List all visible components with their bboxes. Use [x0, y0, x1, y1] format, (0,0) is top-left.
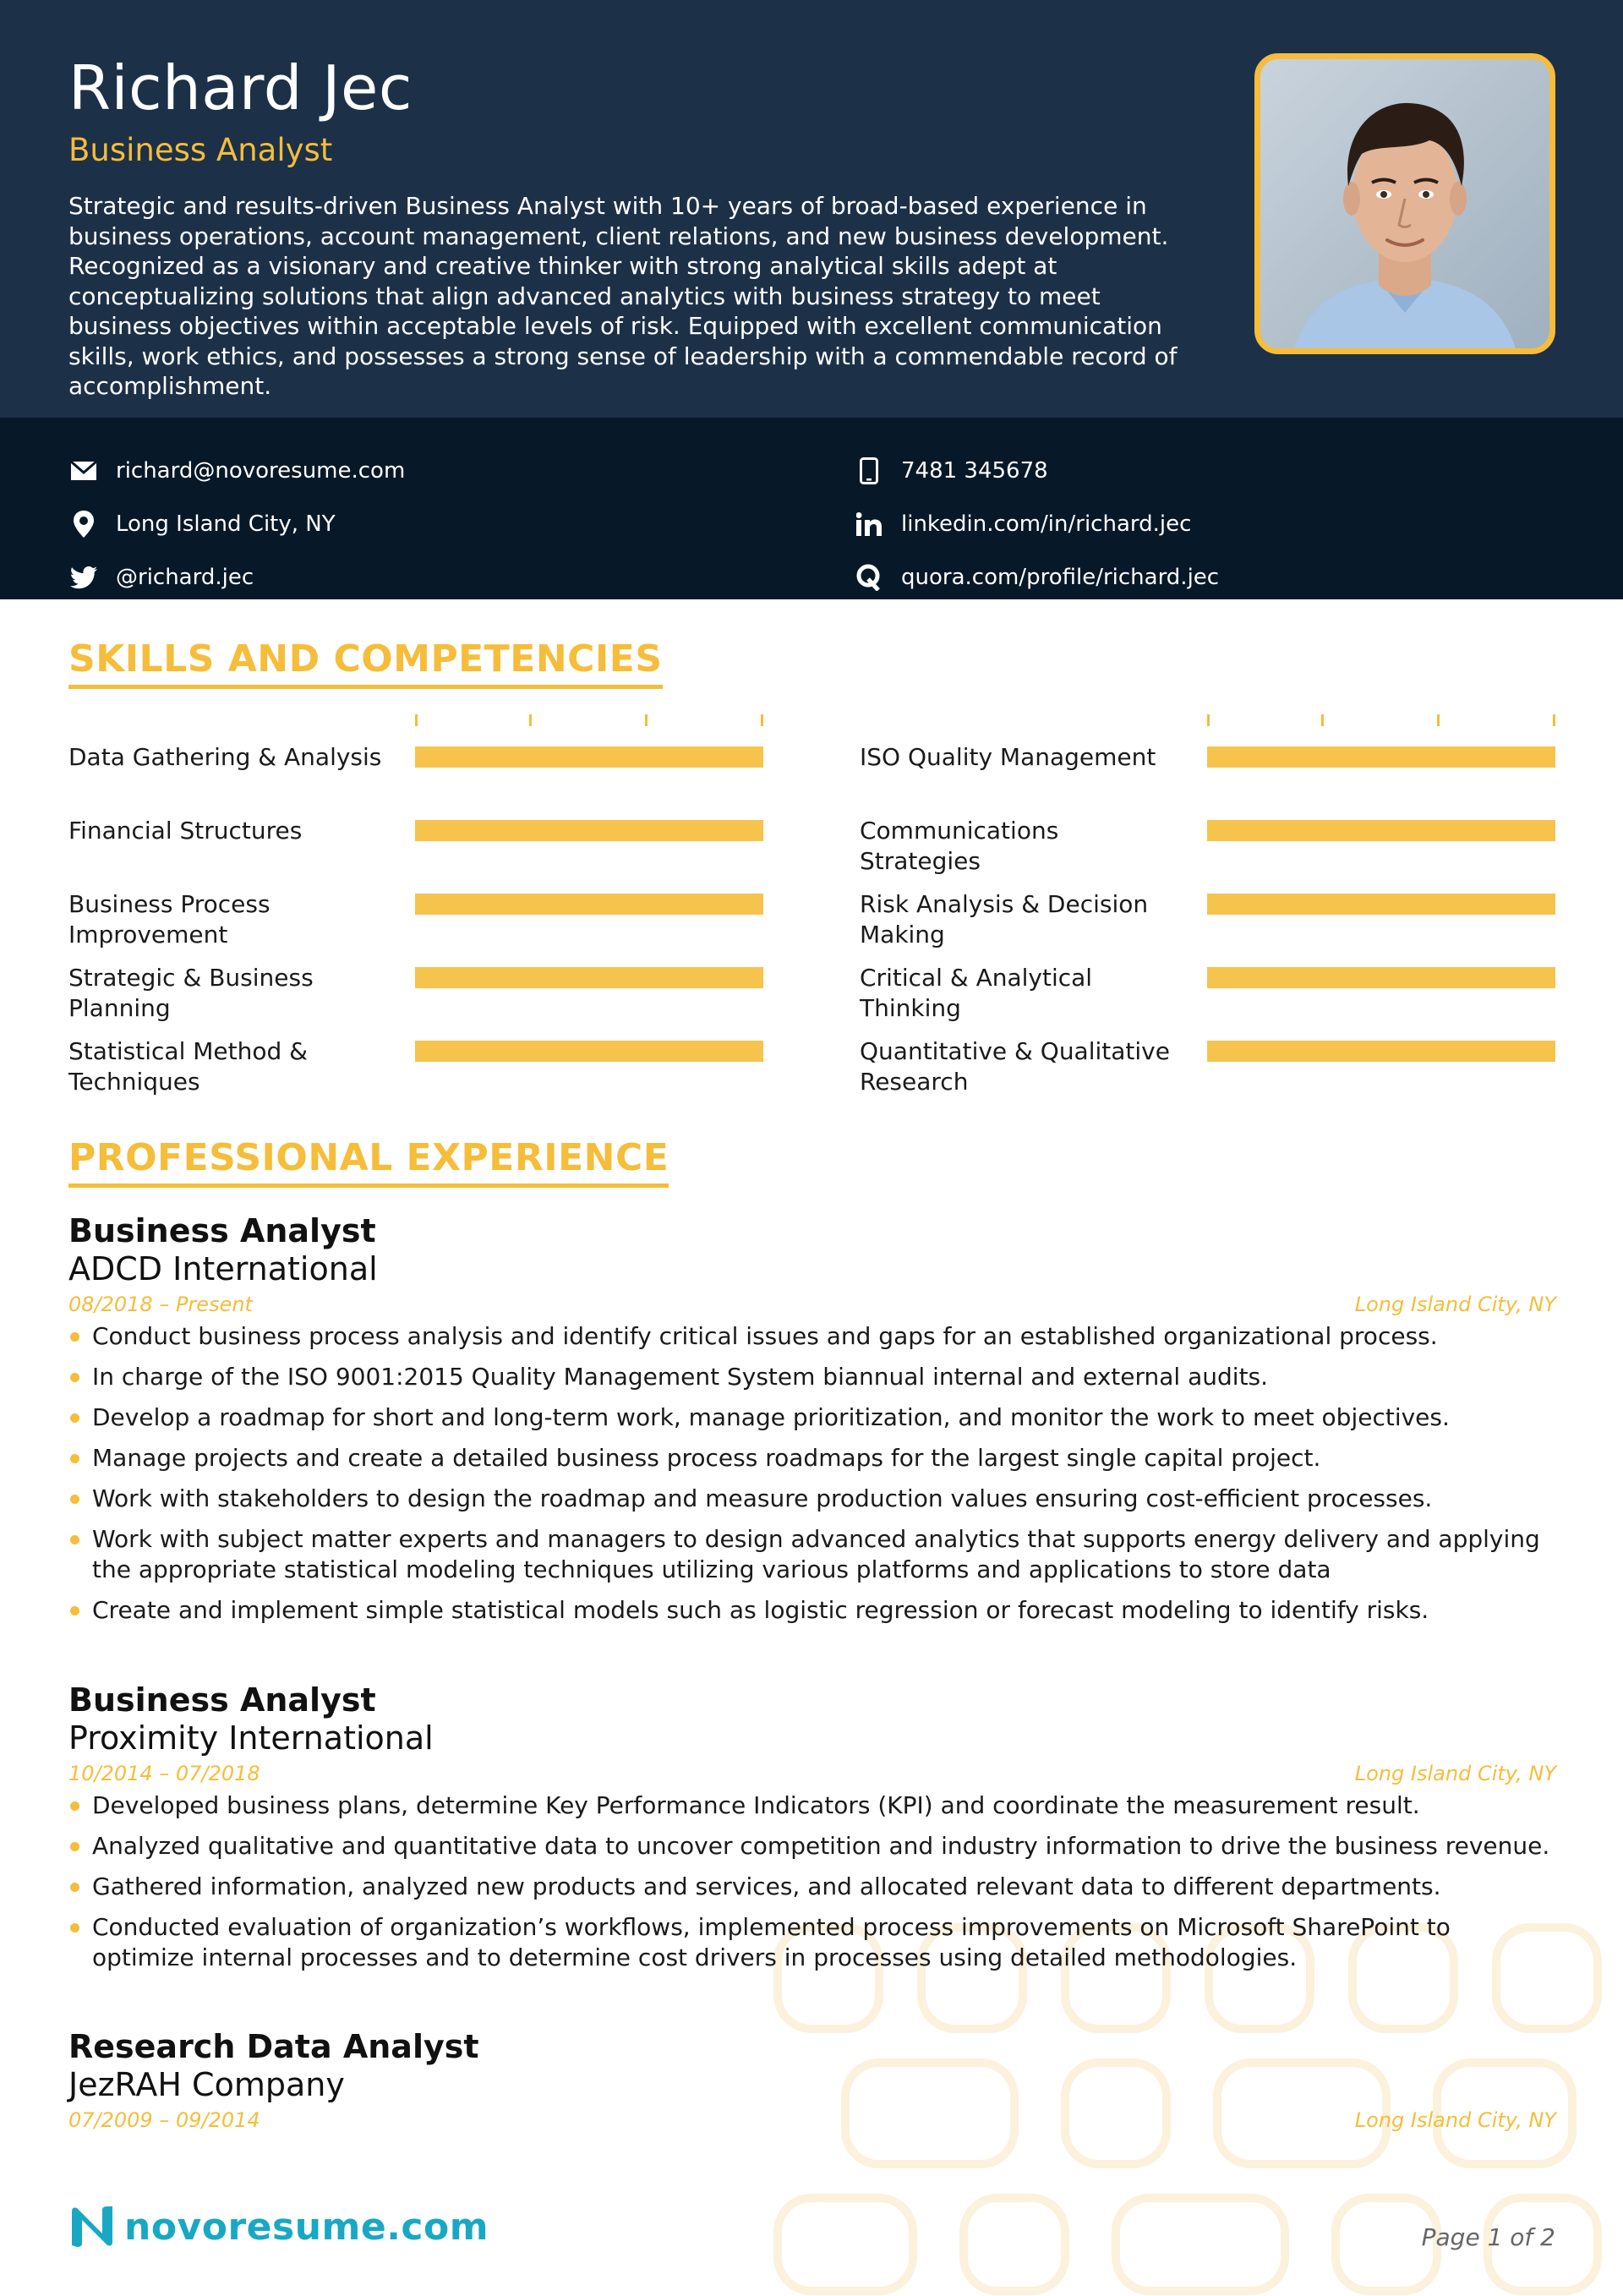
location-text: Long Island City, NY [116, 511, 336, 537]
experience-entry [68, 1211, 1556, 1636]
achievement-text: Manage projects and create a detailed business process roadmaps for the largest single capital project. [92, 1444, 1321, 1472]
bullet-dot-icon [70, 1842, 79, 1851]
skill-bar [415, 820, 763, 841]
bullet-dot-icon [70, 1454, 79, 1463]
linkedin-icon [854, 509, 884, 539]
skill-label: Quantitative & Qualitative Research [860, 1037, 1170, 1096]
skills-scale-left [415, 714, 763, 726]
contact-quora[interactable] [854, 562, 1219, 593]
achievement-text: Work with subject matter experts and managers to design advanced analytics that supports energy delivery and applying the appropriate statistical modeling techniques utilizing various platforms and applications to store data [92, 1525, 1540, 1583]
company-name: JezRAH Company [68, 2066, 345, 2103]
job-dates: 07/2009 – 09/2014 [68, 2108, 260, 2132]
achievement-item [68, 1831, 1556, 1861]
skill-bar [1207, 1041, 1555, 1062]
email-text: richard@novoresume.com [116, 458, 406, 484]
candidate-name: Richard Jec [68, 52, 413, 123]
achievement-text: In charge of the ISO 9001:2015 Quality Management System biannual internal and external audits. [92, 1363, 1269, 1391]
candidate-title: Business Analyst [68, 132, 333, 168]
job-dates: 10/2014 – 07/2018 [68, 1762, 260, 1785]
skill-level [1207, 746, 1555, 768]
skill-label: Critical & Analytical Thinking [860, 964, 1093, 1022]
portrait-image [1260, 59, 1549, 348]
page-number: Page 1 of 2 [1421, 2223, 1555, 2251]
job-title: Research Data Analyst [68, 2028, 479, 2065]
bullet-dot-icon [70, 1413, 79, 1423]
skill-bar [1207, 967, 1555, 988]
achievement-text: Develop a roadmap for short and long-term work, manage prioritization, and monitor the work to meet objectives. [92, 1403, 1450, 1431]
skill-level [1207, 894, 1555, 915]
company-name: ADCD International [68, 1250, 378, 1287]
skills-heading: SKILLS AND COMPETENCIES [68, 639, 663, 689]
skill-label: Risk Analysis & Decision Making [860, 890, 1149, 948]
contact-twitter[interactable] [68, 562, 254, 593]
logo-text: novoresume.com [124, 2205, 489, 2249]
bullet-dot-icon [70, 1606, 79, 1615]
bullet-dot-icon [70, 1373, 79, 1382]
profile-summary: Strategic and results-driven Business Analyst with 10+ years of broad-based experience in business operations, account management, client relations, and new business development. Recognized as a visionary and creative thinker with strong analytical skills adept at conceptualizing solutions that align advanced analytics with business strategy to meet business objectives within acceptable levels of risk. Equipped with excellent communication skills, work ethics, and possesses a strong sense of leadership with a commendable record of accomplishment. [68, 192, 1178, 400]
achievement-text: Create and implement simple statistical models such as logistic regression or forecast modeling to identify risks. [92, 1595, 1429, 1624]
skill-label: ISO Quality Management [860, 743, 1156, 771]
skill-bar [1207, 746, 1555, 768]
skill-level [415, 746, 763, 768]
skill-label: Financial Structures [68, 817, 303, 845]
skill-bar [1207, 820, 1555, 841]
skill-bar [415, 746, 763, 768]
achievement-text: Developed business plans, determine Key Performance Indicators (KPI) and coordinate the measurement result. [92, 1791, 1420, 1819]
skill-label: Statistical Method & Techniques [68, 1037, 308, 1096]
achievement-item [68, 1912, 1556, 1972]
skill-level [1207, 820, 1555, 841]
experience-heading: PROFESSIONAL EXPERIENCE [68, 1138, 669, 1188]
skill-label: Data Gathering & Analysis [68, 743, 382, 771]
achievement-item [68, 1524, 1556, 1584]
achievement-list [68, 1321, 1556, 1625]
profile-photo [1254, 53, 1555, 354]
contact-location [68, 509, 336, 539]
job-meta [68, 1758, 1556, 1790]
achievement-text: Conduct business process analysis and identify critical issues and gaps for an established organizational process. [92, 1322, 1438, 1350]
brand-logo[interactable] [68, 2205, 489, 2249]
bullet-dot-icon [70, 1495, 79, 1504]
phone-icon [854, 456, 884, 486]
map-pin-icon [68, 509, 99, 539]
achievement-item [68, 1595, 1556, 1626]
achievement-text: Work with stakeholders to design the roadmap and measure production values ensuring cost-efficient processes. [92, 1484, 1433, 1512]
contact-phone[interactable] [854, 456, 1048, 486]
bullet-dot-icon [70, 1332, 79, 1342]
job-meta [68, 2105, 1556, 2137]
job-title: Business Analyst [68, 1212, 376, 1249]
bullet-dot-icon [70, 1923, 79, 1932]
novoresume-logo-icon [68, 2205, 116, 2249]
skill-level [1207, 1041, 1555, 1062]
skill-level [415, 1041, 763, 1062]
job-dates: 08/2018 – Present [68, 1293, 253, 1316]
company-name: Proximity International [68, 1719, 434, 1757]
achievement-text: Analyzed qualitative and quantitative data to uncover competition and industry information to drive the business revenue. [92, 1832, 1550, 1860]
skill-bar [1207, 894, 1555, 915]
achievement-item [68, 1484, 1556, 1514]
twitter-icon [68, 562, 99, 593]
phone-text: 7481 345678 [901, 458, 1048, 484]
skill-label: Business Process Improvement [68, 890, 270, 948]
job-location: Long Island City, NY [1354, 2108, 1556, 2132]
quora-icon [854, 562, 884, 593]
quora-text: quora.com/profile/richard.jec [901, 565, 1220, 590]
envelope-icon [68, 456, 99, 486]
achievement-text: Gathered information, analyzed new products and services, and allocated relevant data to different departments. [92, 1872, 1441, 1900]
experience-entry [68, 1681, 1556, 1983]
skill-bar [415, 894, 763, 915]
job-location: Long Island City, NY [1354, 1762, 1556, 1785]
achievement-item [68, 1321, 1556, 1352]
contact-bar [0, 418, 1623, 599]
achievement-list [68, 1790, 1556, 1972]
skill-label: Communications Strategies [860, 817, 1059, 875]
job-meta [68, 1289, 1556, 1321]
contact-linkedin[interactable] [854, 509, 1191, 539]
resume-header [0, 0, 1623, 418]
achievement-item [68, 1362, 1556, 1392]
skill-level [415, 967, 763, 988]
skill-bar [415, 1041, 763, 1062]
bullet-dot-icon [70, 1801, 79, 1811]
achievement-item [68, 1790, 1556, 1821]
job-title: Business Analyst [68, 1681, 376, 1719]
bullet-dot-icon [70, 1883, 79, 1892]
achievement-item [68, 1443, 1556, 1473]
skill-bar [415, 967, 763, 988]
skill-level [415, 820, 763, 841]
job-location: Long Island City, NY [1354, 1293, 1556, 1316]
achievement-item [68, 1872, 1556, 1902]
skills-scale-right [1207, 714, 1555, 726]
achievement-item [68, 1402, 1556, 1433]
achievement-text: Conducted evaluation of organization’s workflows, implemented process improvements on Microsoft SharePoint to optimize internal processes and to determine cost drivers in processes using detailed methodologies. [92, 1913, 1451, 1971]
skill-label: Strategic & Business Planning [68, 964, 314, 1022]
skill-level [1207, 967, 1555, 988]
contact-email[interactable] [68, 456, 405, 486]
skill-level [415, 894, 763, 915]
linkedin-text: linkedin.com/in/richard.jec [901, 511, 1192, 537]
experience-entry [68, 2027, 1556, 2137]
bullet-dot-icon [70, 1535, 79, 1544]
twitter-text: @richard.jec [116, 565, 254, 590]
